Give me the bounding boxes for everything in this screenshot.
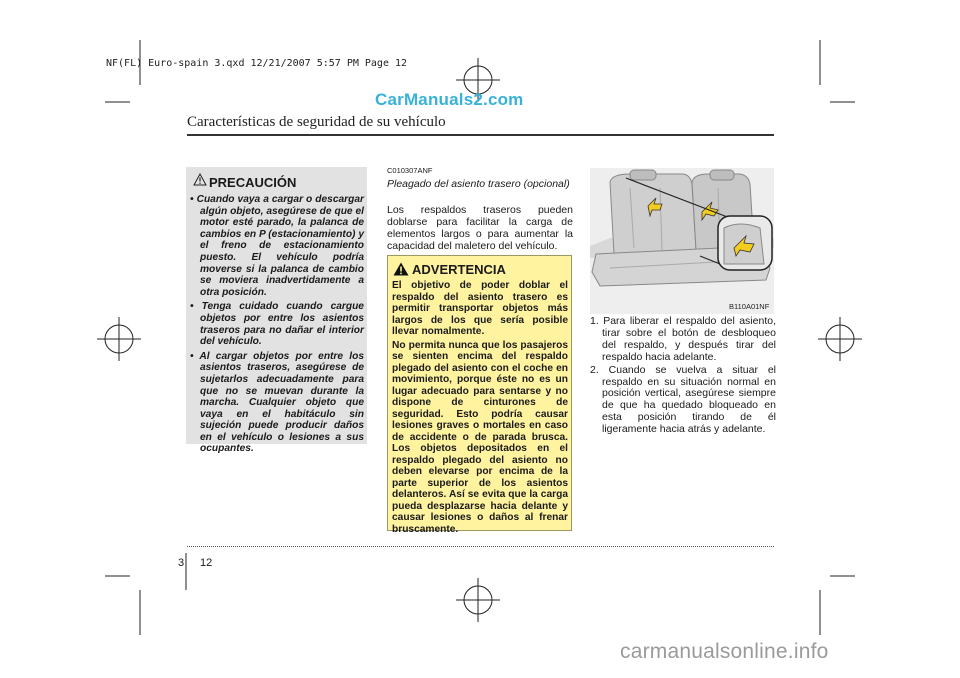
warning-text	[392, 280, 568, 537]
section-title: Características de seguridad de su vehículo	[187, 114, 446, 130]
title-rule	[187, 134, 774, 136]
caution-triangle-icon	[193, 173, 207, 186]
subheading: Pleagado del asiento trasero (opcional)	[387, 178, 570, 190]
print-slug-header: NF(FL) Euro-spain 3.qxd 12/21/2007 5:57 PM Page 12	[106, 58, 408, 69]
intro-paragraph: Los respaldos traseros pueden doblarse para facilitar la carga de elementos largos o para aumentar la capacidad del maletero del vehículo.	[387, 204, 573, 252]
warning-title: ADVERTENCIA	[412, 262, 506, 277]
instruction-step: 2. Cuando se vuelva a situar el respaldo en su situación normal en posición vertical, asegúrese siempre de que ha quedado bloqueado en esta posición tirando de él ligeramente hacia atrás y adelante.	[590, 363, 776, 436]
warning-paragraph: No permita nunca que los pasajeros se sienten encima del respaldo plegado del asiento con el coche en movimiento, porque éste no es un lugar adecuado para sentarse y no dispone de cinturones de seguridad. Esto podría causar lesiones graves o mortales en caso de accidente o de parada brusca. Los objetos depositados en el respaldo plegado del asiento no deben elevarse por encima de la parte superior de los asientos delanteros. Así se evita que la carga pueda desplazarse hacia delante y causar lesiones o daños al frenar bruscamente.	[392, 339, 568, 535]
instruction-steps	[590, 316, 776, 437]
instruction-step: 1. Para liberar el respaldo del asiento, tirar sobre el botón de desbloqueo del respaldo, y después tirar del respaldo hacia adelante.	[590, 315, 776, 363]
watermark-bottom[interactable]: carmanualsonline.info	[620, 640, 829, 663]
caution-item: • Cuando vaya a cargar o descargar algún objeto, asegúrese de que el motor esté parado, la palanca de cambios en P (estacionamiento) y el freno de estacionamiento puesto. El vehículo podría moverse si la palanca de cambio se moviera inadvertidamente a otra posición.	[190, 194, 364, 298]
caution-list	[190, 194, 364, 458]
warning-triangle-icon	[393, 262, 409, 276]
rear-seat-drawing	[590, 168, 774, 314]
figure-code: B110A01NF	[729, 302, 770, 311]
caution-item: • Tenga cuidado cuando cargue objetos por entre los asientos traseros para no dañar el interior del vehículo.	[190, 301, 364, 348]
caution-item: • Al cargar objetos por entre los asientos traseros, asegúrese de sujetarlos adecuadamente para que no se muevan durante la marcha. Cualquier objeto que vaya en el habitáculo sin sujeción puede producir daños en el vehículo o lesiones a sus ocupantes.	[190, 350, 364, 455]
caution-title: PRECAUCIÓN	[209, 175, 297, 190]
rear-seat-illustration	[590, 168, 774, 314]
chapter-number: 3	[178, 557, 185, 569]
warning-paragraph: El objetivo de poder doblar el respaldo del asiento trasero es permitir transportar objetos más largos de los que sería posible llevar nomalmente.	[392, 280, 568, 337]
section-code: C010307ANF	[387, 166, 433, 175]
page-number: 12	[200, 557, 213, 569]
watermark-top[interactable]: CarManuals2.com	[375, 90, 524, 109]
footer-rule	[187, 546, 774, 547]
